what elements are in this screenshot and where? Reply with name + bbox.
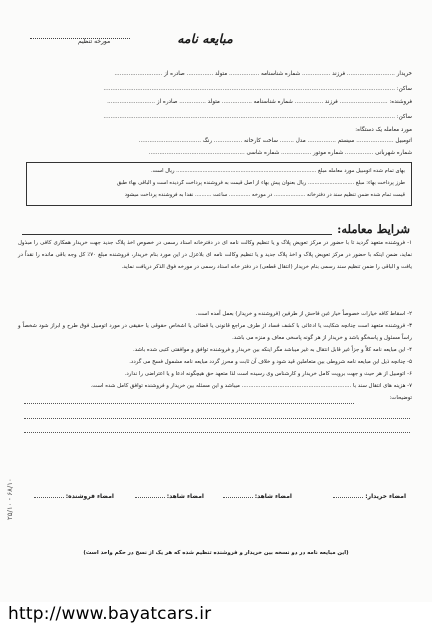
price-box [26,162,412,206]
buyer-signature-line [333,497,363,498]
clause-5: ۵- چنانچه ذیل این مبایعه نامه شروطی بین متعاملین قید شود و خلاف آن ثابت و محرز گردد مبایعه نامه مشمول فسخ می گردد. [129,359,412,365]
notes-line-2 [24,418,410,419]
seller-address-row: ساکن: .................................................................................................................................................................... [103,114,412,120]
price-total-line: بهای تمام شده اتومبیل مورد معامله مبلغ ..................................................................................... ریال است. [151,168,405,174]
payment-method-line: طرز پرداخت بهاء: مبلغ ............................ ریال بعنوان پیش بهاء از اصل قیمت به فروشنده پرداخت گردیده است و الباقی بهاء طبق [116,180,405,186]
notes-line-1 [24,403,354,404]
buyer-signature [333,493,406,500]
buyer-info-row: خریدار ........................... فرزند ................ شماره شناسنامه ................. متولد ............... صادره از ........................... [114,71,412,77]
witness2-signature-label: امضاء شاهد: [166,493,204,500]
notes-label: توضیحات: [389,395,412,401]
vehicle-specs-row: اتومبیل ..................... سیستم ................ مدل ........ ساخت کارخانه ................ رنگ ................................... [138,138,412,144]
seller-info-row: فروشنده: ........................... فرزند ................ شماره شناسنامه ................. متولد ............... صادره از ........................... [107,99,412,105]
seller-signature [34,493,114,500]
clause-1: ۱- فروشنده متعهد گردید تا با حضور در مرکز تعویض پلاک و یا تنظیم وکالت نامه ای در دفترخانه اسناد رسمی در خصوص اخذ پلاک جدید جهت خریدار همکاری کافی را مبذول نماید، ضمن اینکه با حضور در مرکز تعویض پلاک و اخذ پلاک جدید و یا تنظیم وکالت نامه ای بلاعزل در این مورد بنام خریدار، فروشنده مبلغ ۷۰٪ کل وجه باقی مانده را نقداً در یافت و الباقی را ضمن تنظیم سند رسمی بنام خریدار (انتقال قطعی) در دفتر خانه اسناد رسمی در مورخه فوق الذکر دریافت نماید. [18,240,413,270]
witness-signature-1 [223,493,292,500]
heading-rule [22,234,332,235]
clause-4: ۴- این مبایعه نامه کلاً و جزاً غیر قابل انتقال به غیر میباشد مگر اینکه بین خریدار و فروشنده توافق و موافقتی کتبی شده باشد. [133,347,412,353]
witness-signature-2 [135,493,204,500]
document-title: مبایعه نامه [177,31,233,46]
buyer-address-row: ساکن: .................................................................................................................................................................... [103,86,412,92]
date-label: مورخه تنظیم [78,38,111,45]
footer-note: (این مبایعه نامه در دو نسخه بین خریدار و فروشنده تنظیم شده که هر یک از نسخ در حکم واحد است) [83,550,349,556]
clause-6: ۶- اتومبیل از هر حیث و جهت برویت کامل خریدار و کارشناس وی رسیده است لذا متعهد حق هیچگونه ادعا و یا اعتراضی را ندارد. [124,371,412,377]
notes-line-3 [24,432,410,433]
site-watermark: http://www.bayatcars.ir [8,604,212,624]
witness1-signature-line [223,497,253,498]
vehicle-ids-row: شماره شهربانی ................ شماره موتور ................. شماره شاسی ...................................................... [148,150,412,156]
clause-2: ۲- اسقاط کافه خیارات خصوصاً خیار غبن فاحش از طرفین (فروشنده و خریدار) بعمل آمده است. [195,311,412,317]
seller-signature-label: امضاء فروشنده: [65,493,114,500]
clause-7: ۷- هزینه های انتقال سند با ................................................................ میباشد و این مسئله بین خریدار و فروشنده توافق کامل شده است. [90,383,412,389]
subject-label: مورد معامله یک دستگاه: [355,127,412,133]
buyer-signature-label: امضاء خریدار: [365,493,406,500]
settlement-line: قیمت تمام شده ضمن تنظیم سند در دفترخانه ................... در مورخه ............. ساعت .......... نقداً به فروشنده پرداخت میشود [124,192,405,198]
clause-3: ۳- فروشنده متعهد است چنانچه شکایت یا ادعائی با کشف فساد از طرف مراجع قانونی یا قضائی یا اشخاص حقوقی یا حقیقی در مورد اتومبیل فوق طرح و ابراز شود شخصاً و راساً مسئول و پاسخگو باشد و خریدار از هر گونه پاسخی معاف و منزه می باشد. [18,323,412,341]
form-code: ۲۵/۱۰ - ۶۸/۱۰ [6,478,14,520]
witness1-signature-label: امضاء شاهد: [254,493,292,500]
seller-signature-line [34,497,64,498]
witness2-signature-line [135,497,165,498]
conditions-heading: شرایط معامله: [337,222,410,236]
